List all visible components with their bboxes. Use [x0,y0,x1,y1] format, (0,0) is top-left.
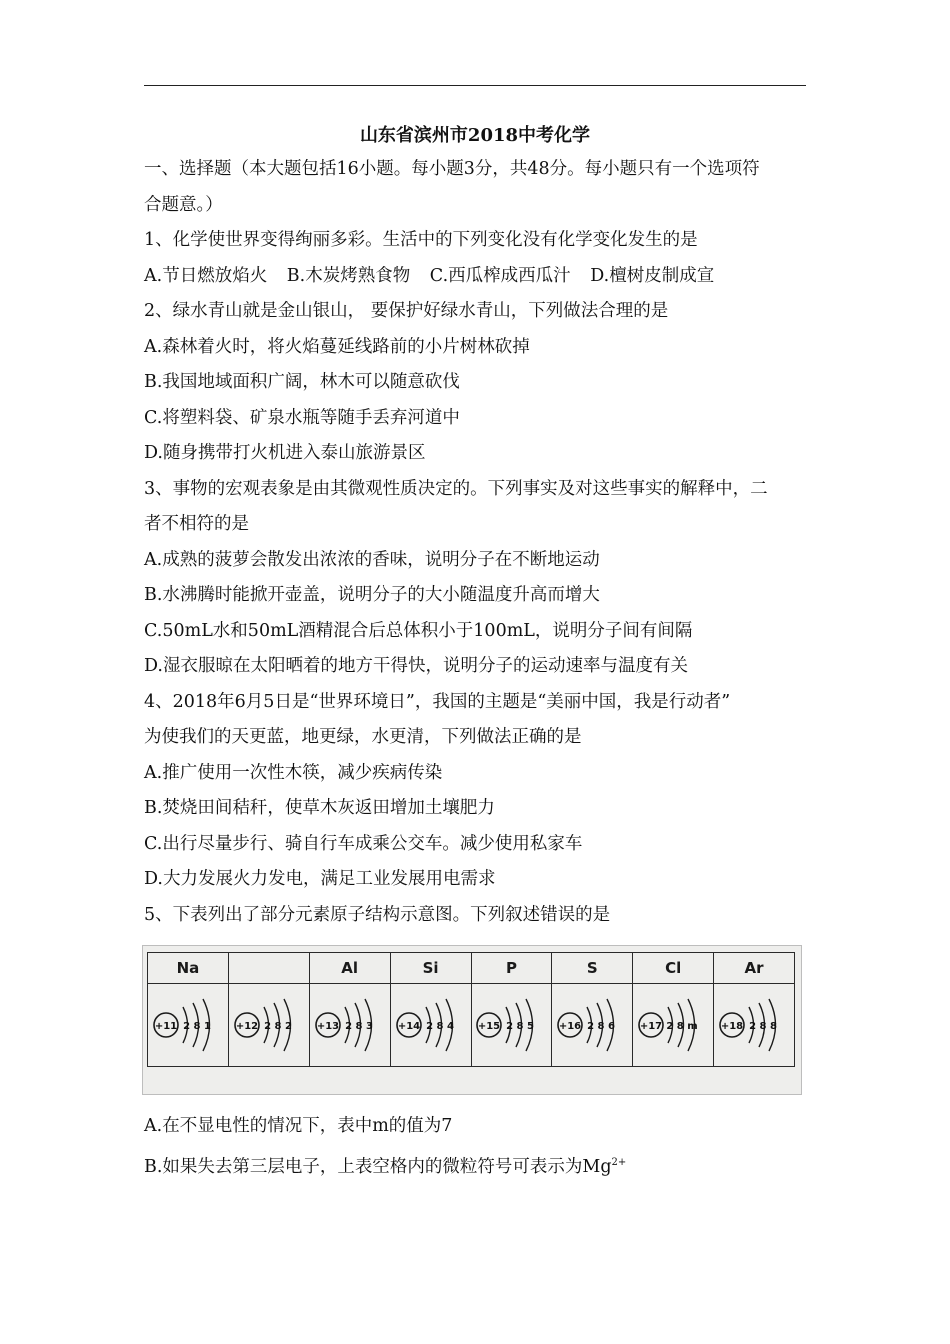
nucleus-charge: +16 [559,1021,582,1032]
atom-diagram [230,993,308,1057]
electron-shell-counts: 2 8 6 [587,1021,616,1032]
element-symbol: P [471,953,552,984]
atom-cell [228,984,309,1067]
atom-cell [148,984,229,1067]
nucleus-charge: +17 [640,1021,663,1032]
q5-option-b [144,1145,806,1181]
q3-option-b: B.水沸腾时能掀开壶盖，说明分子的大小随温度升高而增大 [144,585,600,605]
q2-option-c: C.将塑料袋、矿泉水瓶等随手丢弃河道中 [144,407,460,428]
atom-diagram [311,993,389,1057]
atom-diagram [553,993,631,1057]
atomic-structure-table [147,952,795,1067]
nucleus-charge: +13 [316,1021,339,1032]
q4-option-d: D.大力发展火力发电，满足工业发展用电需求 [144,869,496,889]
page-title: 山东省滨州市2018中考化学 [359,125,591,146]
q1-option-d: D.檀树皮制成宣 [590,265,715,286]
section-heading: 一、选择题（本大题包括16小题。每小题3分，共48分。每小题只有一个选项符 [144,159,760,179]
charge-superscript: 2+ [611,1156,627,1168]
element-symbol: Ar [714,953,795,984]
element-symbol-blank [228,953,309,984]
element-symbol: Na [148,953,229,984]
question-1-stem: 1、化学使世界变得绚丽多彩。生活中的下列变化没有化学变化发生的是 [144,230,698,250]
nucleus-charge: +11 [154,1021,178,1032]
atom-cell [309,984,390,1067]
question-2-stem: 2、绿水青山就是金山银山， 要保护好绿水青山，下列做法合理的是 [144,301,669,321]
electron-shell-counts: 2 8 4 [425,1021,454,1032]
nucleus-charge: +12 [235,1021,258,1032]
question-5-stem: 5、下表列出了部分元素原子结构示意图。下列叙述错误的是 [144,904,611,925]
header-rule [144,85,806,86]
electron-shell-counts: 2 8 3 [344,1021,373,1032]
element-symbol: Al [309,953,390,984]
atom-diagram [149,993,227,1057]
atom-cell [714,984,795,1067]
element-symbol: Cl [633,953,714,984]
electron-shell-counts: 2 8 5 [506,1021,535,1032]
atom-cell [633,984,714,1067]
electron-shell-counts: 2 8 2 [263,1021,292,1032]
electron-shell-counts: 2 8 m [666,1021,698,1032]
element-symbol: Si [390,953,471,984]
element-symbol: S [552,953,633,984]
electron-shell-counts: 2 8 8 [749,1021,777,1032]
element-symbol-row [148,953,795,984]
question-3-stem-cont: 者不相符的是 [144,514,249,534]
question-4-stem-cont: 为使我们的天更蓝，地更绿，水更清，下列做法正确的是 [144,727,582,747]
atom-cell [390,984,471,1067]
q2-option-d: D.随身携带打火机进入泰山旅游景区 [144,443,426,463]
atom-diagram [392,993,470,1057]
electron-shell-counts: 2 8 1 [183,1021,211,1032]
atom-diagram [634,993,712,1057]
q1-option-a: A.节日燃放焰火 [144,265,268,286]
q2-option-a: A.森林着火时，将火焰蔓延线路前的小片树林砍掉 [144,336,530,357]
q3-option-a: A.成熟的菠萝会散发出浓浓的香味，说明分子在不断地运动 [144,549,600,570]
nucleus-charge: +15 [478,1021,501,1032]
section-heading-cont: 合题意。） [144,194,223,215]
q3-option-c: C.50mL水和50mL酒精混合后总体积小于100mL，说明分子间有间隔 [144,620,693,641]
question-3-stem: 3、事物的宏观表象是由其微观性质决定的。下列事实及对这些事实的解释中，二 [144,478,768,499]
atom-diagram-row [148,984,795,1067]
nucleus-charge: +14 [397,1021,420,1032]
q3-option-d: D.湿衣服晾在太阳晒着的地方干得快，说明分子的运动速率与温度有关 [144,656,688,676]
q1-option-b: B.木炭烤熟食物 [286,265,411,286]
atom-diagram [472,993,550,1057]
q2-option-b: B.我国地域面积广阔，林木可以随意砍伐 [144,372,460,392]
exam-content [144,120,806,1180]
atomic-structure-figure [142,945,802,1095]
nucleus-charge: +18 [720,1021,744,1032]
atom-cell [552,984,633,1067]
q5-option-b-text: B.如果失去第三层电子，上表空格内的微粒符号可表示为Mg [144,1156,612,1177]
atom-diagram [715,993,793,1057]
q5-option-a: A.在不显电性的情况下，表中m的值为7 [144,1116,453,1136]
atom-cell [471,984,552,1067]
q4-option-c: C.出行尽量步行、骑自行车成乘公交车。减少使用私家车 [144,833,583,854]
question-4-stem: 4、2018年6月5日是“世界环境日”，我国的主题是“美丽中国，我是行动者” [144,691,731,712]
q4-option-a: A.推广使用一次性木筷，减少疾病传染 [144,762,443,783]
question-1-options [144,259,806,295]
q1-option-c: C.西瓜榨成西瓜汁 [429,265,571,286]
q4-option-b: B.焚烧田间秸秆，使草木灰返田增加土壤肥力 [144,798,495,818]
